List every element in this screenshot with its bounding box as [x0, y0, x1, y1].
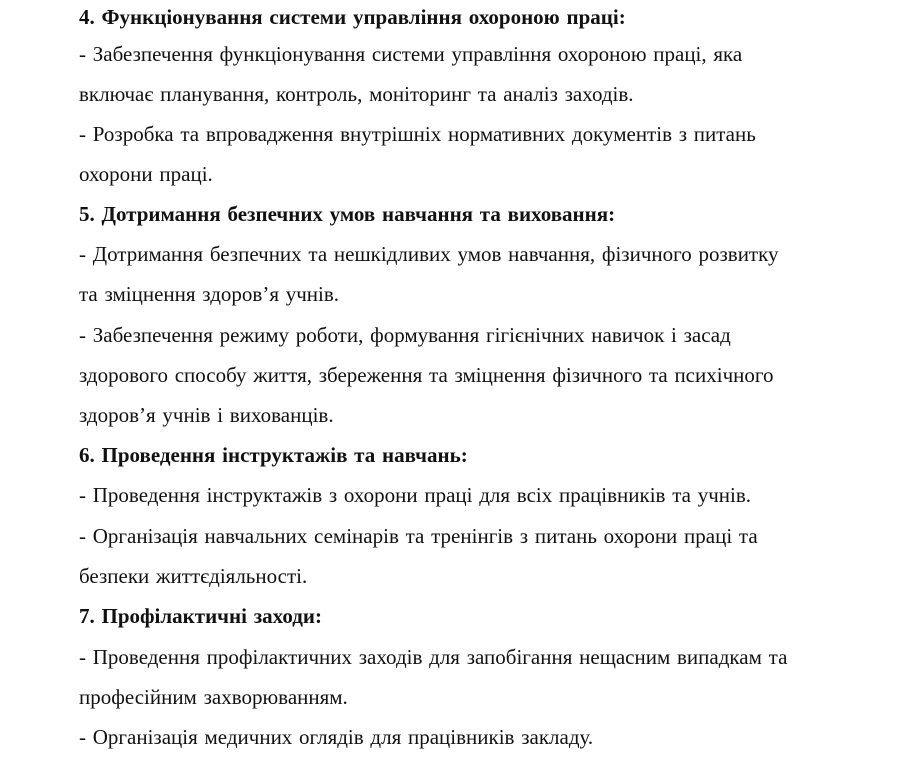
list-item-line: - Забезпечення функціонування системи управління охороною праці, яка [79, 42, 743, 66]
list-item-line: - Дотримання безпечних та нешкідливих умов навчання, фізичного розвитку [79, 242, 779, 266]
list-item-line: включає планування, контроль, моніторинг та аналіз заходів. [79, 82, 634, 106]
section-heading-5: 5. Дотримання безпечних умов навчання та виховання: [79, 202, 616, 226]
list-item-line: безпеки життєдіяльності. [79, 564, 308, 588]
section-heading-6: 6. Проведення інструктажів та навчань: [79, 443, 468, 467]
list-item-line: здоров’я учнів і вихованців. [79, 403, 334, 427]
section-heading-4: 4. Функціонування системи управління охороною праці: [79, 5, 626, 29]
list-item-line: професійним захворюванням. [79, 685, 348, 709]
list-item-line: - Проведення інструктажів з охорони праці для всіх працівників та учнів. [79, 483, 752, 507]
list-item-line: охорони праці. [79, 162, 213, 186]
section-heading-7: 7. Профілактичні заходи: [79, 604, 322, 628]
list-item-line: здорового способу життя, збереження та зміцнення фізичного та психічного [79, 363, 774, 387]
list-item-line: - Організація медичних оглядів для працівників закладу. [79, 725, 594, 749]
list-item-line: - Забезпечення режиму роботи, формування гігієнічних навичок і засад [79, 323, 731, 347]
list-item-line: - Проведення профілактичних заходів для запобігання нещасним випадкам та [79, 645, 788, 669]
list-item-line: - Організація навчальних семінарів та тренінгів з питань охорони праці та [79, 524, 758, 548]
list-item-line: та зміцнення здоров’я учнів. [79, 282, 340, 306]
list-item-line: - Розробка та впровадження внутрішніх нормативних документів з питань [79, 122, 756, 146]
